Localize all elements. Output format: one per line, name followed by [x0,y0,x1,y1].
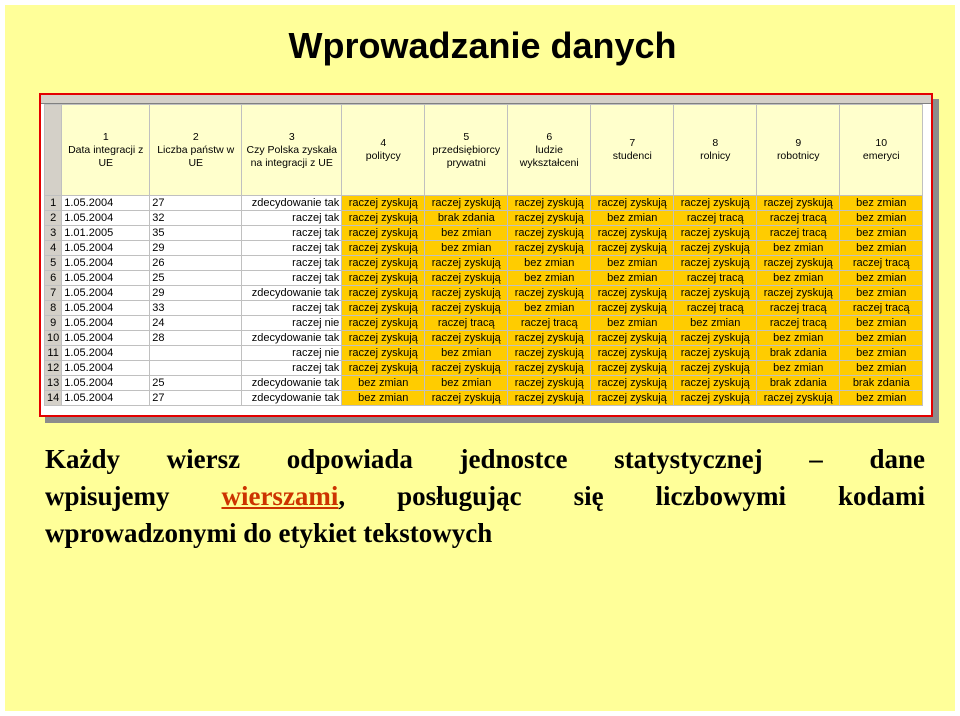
row-number[interactable]: 6 [45,271,62,286]
cell-answer[interactable]: raczej zyskują [757,196,840,211]
cell-date[interactable]: 1.05.2004 [62,391,150,406]
cell-gain[interactable]: zdecydowanie tak [242,286,342,301]
cell-answer[interactable]: raczej tracą [674,271,757,286]
cell-answer[interactable]: raczej tracą [840,301,923,316]
cell-gain[interactable]: raczej nie [242,346,342,361]
column-number: 7 [629,137,636,149]
cell-answer[interactable]: raczej zyskują [591,331,674,346]
cell-answer[interactable]: raczej zyskują [674,256,757,271]
cell-count[interactable]: 26 [150,256,242,271]
cell-answer[interactable]: raczej zyskują [508,331,591,346]
cell-gain[interactable]: raczej tak [242,211,342,226]
cell-count[interactable]: 24 [150,316,242,331]
cell-answer[interactable]: raczej zyskują [508,286,591,301]
cell-answer[interactable]: raczej zyskują [342,301,425,316]
cell-answer[interactable]: raczej zyskują [591,301,674,316]
cell-gain[interactable]: raczej tak [242,271,342,286]
cell-gain[interactable]: zdecydowanie tak [242,331,342,346]
cell-answer[interactable]: raczej tracą [508,316,591,331]
cell-answer[interactable]: raczej zyskują [591,241,674,256]
cell-answer[interactable]: raczej zyskują [508,376,591,391]
cell-answer[interactable]: raczej zyskują [342,331,425,346]
cell-answer[interactable]: raczej zyskują [342,196,425,211]
cell-answer[interactable]: bez zmian [591,211,674,226]
cell-date[interactable]: 1.05.2004 [62,331,150,346]
column-header-7[interactable] [591,105,674,196]
cell-answer[interactable]: raczej zyskują [508,211,591,226]
cell-answer[interactable]: raczej zyskują [342,226,425,241]
cell-answer[interactable]: raczej zyskują [342,316,425,331]
cell-answer[interactable]: raczej zyskują [591,361,674,376]
cell-answer[interactable]: raczej zyskują [674,241,757,256]
cell-answer[interactable]: raczej zyskują [342,286,425,301]
cell-answer[interactable]: bez zmian [757,361,840,376]
cell-answer[interactable]: bez zmian [342,391,425,406]
cell-count[interactable]: 29 [150,241,242,256]
column-number: 2 [192,130,199,143]
caption-line-3: wprowadzonymi do etykiet tekstowych [45,518,493,548]
table-row [45,301,923,316]
cell-answer[interactable]: raczej zyskują [591,226,674,241]
row-number[interactable]: 4 [45,241,62,256]
data-table [44,104,923,406]
cell-answer[interactable]: raczej zyskują [508,196,591,211]
cell-date[interactable]: 1.05.2004 [62,346,150,361]
cell-answer[interactable]: raczej zyskują [508,226,591,241]
cell-answer[interactable]: brak zdania [425,211,508,226]
caption-line-1: Każdy wiersz odpowiada jednostce statystycznej – dane [45,444,925,474]
column-label: politycy [365,150,401,162]
column-header-8[interactable] [674,105,757,196]
cell-answer[interactable]: bez zmian [840,391,923,406]
cell-answer[interactable]: bez zmian [591,256,674,271]
cell-date[interactable]: 1.05.2004 [62,271,150,286]
cell-date[interactable]: 1.05.2004 [62,196,150,211]
spreadsheet-screenshot [39,93,933,417]
table-body [45,196,923,406]
row-number[interactable]: 2 [45,211,62,226]
row-number[interactable]: 13 [45,376,62,391]
corner-cell[interactable] [45,105,62,196]
row-number[interactable]: 12 [45,361,62,376]
cell-answer[interactable]: brak zdania [757,346,840,361]
cell-answer[interactable]: raczej zyskują [342,346,425,361]
cell-answer[interactable]: raczej zyskują [425,196,508,211]
table-row [45,241,923,256]
spreadsheet-toolbar-strip [41,95,931,104]
cell-count[interactable]: 32 [150,211,242,226]
cell-answer[interactable]: bez zmian [591,271,674,286]
cell-answer[interactable]: raczej zyskują [674,346,757,361]
row-number[interactable]: 14 [45,391,62,406]
cell-answer[interactable]: raczej zyskują [342,271,425,286]
cell-date[interactable]: 1.05.2004 [62,241,150,256]
table-row [45,346,923,361]
cell-answer[interactable]: raczej zyskują [674,376,757,391]
cell-gain[interactable]: raczej tak [242,301,342,316]
cell-answer[interactable]: raczej zyskują [425,271,508,286]
column-label: studenci [612,150,652,162]
cell-answer[interactable]: bez zmian [840,211,923,226]
cell-gain[interactable]: zdecydowanie tak [242,196,342,211]
column-header-5[interactable] [425,105,508,196]
cell-answer[interactable]: raczej tracą [757,316,840,331]
cell-count[interactable] [150,361,242,376]
cell-answer[interactable]: raczej zyskują [674,331,757,346]
cell-answer[interactable]: raczej tracą [757,301,840,316]
cell-gain[interactable]: raczej tak [242,241,342,256]
column-label: Czy Polska zyskała na integracji z UE [246,143,337,169]
row-number[interactable]: 9 [45,316,62,331]
cell-answer[interactable]: bez zmian [840,271,923,286]
caption-line-2-after: , posługując się liczbowymi kodami [338,481,925,511]
row-number[interactable]: 11 [45,346,62,361]
column-number: 1 [102,130,109,143]
slide-title: Wprowadzanie danych [288,25,677,66]
column-header-1[interactable] [62,105,150,196]
column-number: 5 [463,130,470,143]
row-number[interactable]: 5 [45,256,62,271]
cell-answer[interactable]: raczej zyskują [425,301,508,316]
column-number: 8 [712,137,719,149]
cell-answer[interactable]: raczej zyskują [425,256,508,271]
cell-answer[interactable]: raczej zyskują [425,331,508,346]
cell-answer[interactable]: bez zmian [840,361,923,376]
cell-answer[interactable]: raczej tracą [840,256,923,271]
cell-answer[interactable]: bez zmian [508,271,591,286]
cell-answer[interactable]: raczej zyskują [674,391,757,406]
cell-answer[interactable]: bez zmian [508,256,591,271]
cell-answer[interactable]: raczej zyskują [757,256,840,271]
table-row [45,331,923,346]
table-row [45,196,923,211]
cell-answer[interactable]: bez zmian [840,196,923,211]
cell-answer[interactable]: bez zmian [342,376,425,391]
cell-answer[interactable]: raczej zyskują [425,361,508,376]
cell-answer[interactable]: bez zmian [840,226,923,241]
table-row [45,376,923,391]
cell-answer[interactable]: bez zmian [425,226,508,241]
column-label: emeryci [862,150,900,162]
cell-gain[interactable]: zdecydowanie tak [242,376,342,391]
column-header-2[interactable] [150,105,242,196]
table-header-row [45,105,923,196]
cell-answer[interactable]: raczej tracą [674,301,757,316]
cell-answer[interactable]: raczej zyskują [508,241,591,256]
column-label: rolnicy [700,150,731,162]
cell-answer[interactable]: raczej zyskują [757,391,840,406]
cell-answer[interactable]: raczej zyskują [674,286,757,301]
caption-text [45,441,925,552]
cell-date[interactable]: 1.05.2004 [62,376,150,391]
cell-count[interactable]: 35 [150,226,242,241]
cell-gain[interactable]: raczej tak [242,361,342,376]
cell-answer[interactable]: raczej tracą [757,211,840,226]
cell-answer[interactable]: raczej zyskują [591,391,674,406]
cell-answer[interactable]: raczej zyskują [425,286,508,301]
cell-count[interactable]: 28 [150,331,242,346]
column-label: robotnicy [776,150,820,162]
link-wierszami[interactable]: wierszami [221,481,339,511]
cell-answer[interactable]: raczej zyskują [757,286,840,301]
cell-count[interactable]: 29 [150,286,242,301]
table-row [45,271,923,286]
cell-answer[interactable]: bez zmian [757,241,840,256]
column-label: Data integracji z UE [68,143,144,169]
cell-answer[interactable]: bez zmian [757,271,840,286]
row-number[interactable]: 10 [45,331,62,346]
cell-gain[interactable]: raczej nie [242,316,342,331]
cell-answer[interactable]: raczej zyskują [342,361,425,376]
column-label: ludzie wykształceni [519,143,579,169]
cell-answer[interactable]: raczej zyskują [508,346,591,361]
cell-count[interactable]: 25 [150,271,242,286]
table-row [45,361,923,376]
cell-answer[interactable]: raczej tracą [425,316,508,331]
column-number: 9 [795,137,802,149]
cell-date[interactable]: 1.05.2004 [62,301,150,316]
column-number: 4 [380,137,387,149]
cell-answer[interactable]: brak zdania [840,376,923,391]
cell-answer[interactable]: brak zdania [757,376,840,391]
column-label: Liczba państw w UE [157,143,235,169]
cell-count[interactable] [150,346,242,361]
cell-answer[interactable]: raczej zyskują [508,361,591,376]
cell-answer[interactable]: bez zmian [840,316,923,331]
column-header-10[interactable] [840,105,923,196]
cell-count[interactable]: 27 [150,391,242,406]
cell-answer[interactable]: bez zmian [840,286,923,301]
cell-answer[interactable]: bez zmian [840,331,923,346]
table-row [45,286,923,301]
row-number[interactable]: 7 [45,286,62,301]
cell-date[interactable]: 1.05.2004 [62,256,150,271]
spreadsheet-grid-area [44,104,931,415]
cell-date[interactable]: 1.01.2005 [62,226,150,241]
column-number: 6 [546,130,553,143]
column-label: przedsiębiorcy prywatni [432,143,501,169]
column-number: 3 [288,130,295,143]
cell-answer[interactable]: raczej zyskują [425,391,508,406]
table-row [45,256,923,271]
cell-date[interactable]: 1.05.2004 [62,211,150,226]
cell-answer[interactable]: raczej zyskują [591,196,674,211]
cell-answer[interactable]: raczej tracą [674,211,757,226]
cell-answer[interactable]: raczej zyskują [591,376,674,391]
column-header-4[interactable] [342,105,425,196]
cell-date[interactable]: 1.05.2004 [62,286,150,301]
cell-answer[interactable]: bez zmian [757,331,840,346]
cell-gain[interactable]: raczej tak [242,226,342,241]
cell-answer[interactable]: raczej zyskują [591,346,674,361]
column-header-6[interactable] [508,105,591,196]
row-number[interactable]: 3 [45,226,62,241]
cell-answer[interactable]: bez zmian [591,316,674,331]
cell-count[interactable]: 33 [150,301,242,316]
slide [5,5,955,711]
column-header-9[interactable] [757,105,840,196]
cell-answer[interactable]: bez zmian [508,301,591,316]
cell-answer[interactable]: raczej zyskują [591,286,674,301]
cell-answer[interactable]: bez zmian [840,346,923,361]
cell-answer[interactable]: raczej zyskują [674,196,757,211]
caption-line-2 [45,478,925,515]
cell-answer[interactable]: raczej zyskują [508,391,591,406]
table-row [45,226,923,241]
cell-answer[interactable]: raczej zyskują [342,211,425,226]
cell-count[interactable]: 27 [150,196,242,211]
cell-answer[interactable]: bez zmian [840,241,923,256]
column-number: 10 [875,137,888,149]
cell-date[interactable]: 1.05.2004 [62,361,150,376]
cell-answer[interactable]: raczej zyskują [342,256,425,271]
table-row [45,211,923,226]
cell-date[interactable]: 1.05.2004 [62,316,150,331]
table-row [45,391,923,406]
row-number[interactable]: 8 [45,301,62,316]
cell-count[interactable]: 25 [150,376,242,391]
cell-answer[interactable]: bez zmian [425,376,508,391]
cell-gain[interactable]: raczej tak [242,256,342,271]
cell-answer[interactable]: bez zmian [425,346,508,361]
row-number[interactable]: 1 [45,196,62,211]
cell-gain[interactable]: zdecydowanie tak [242,391,342,406]
table-row [45,316,923,331]
cell-answer[interactable]: raczej zyskują [674,226,757,241]
caption-line-2-before: wpisujemy [45,481,170,511]
cell-answer[interactable]: raczej tracą [757,226,840,241]
column-header-3[interactable] [242,105,342,196]
cell-answer[interactable]: bez zmian [674,316,757,331]
cell-answer[interactable]: bez zmian [425,241,508,256]
cell-answer[interactable]: raczej zyskują [674,361,757,376]
cell-answer[interactable]: raczej zyskują [342,241,425,256]
